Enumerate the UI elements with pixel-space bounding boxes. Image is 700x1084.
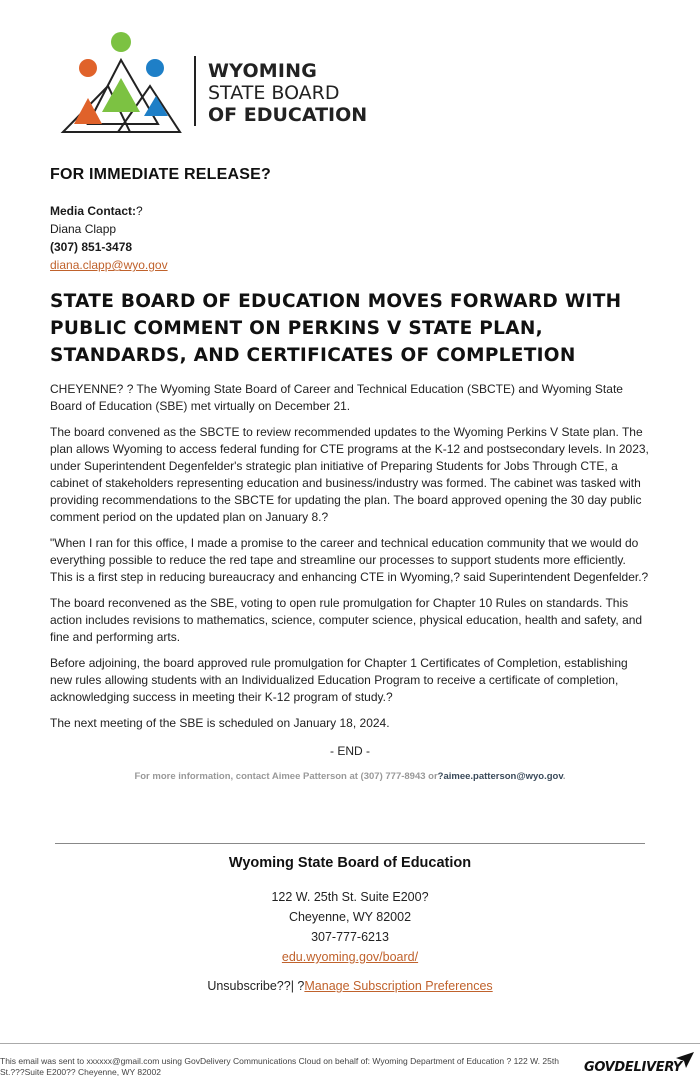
contact-label-suffix: ? — [136, 204, 143, 218]
wyoming-sbe-logo — [58, 28, 388, 138]
footer-address-line-1: 122 W. 25th St. Suite E200? — [271, 890, 429, 904]
paragraph-2: The board convened as the SBCTE to review recommended updates to the Wyoming Perkins V State plan. The plan allows Wyoming to access federal funding for CTE programs at the K-12 and postsecondary levels. In 2023, under Superintendent Degenfelder's strategic plan initiative of Preparing Students for Jobs Through CTE, a cabinet of stakeholders representing education and business/industry was formed. The cabinet was tasked with providing recommendations to the SBCTE for updating the plan. The board approved opening the 30 day public comment period on the updated plan on January 8.? — [50, 425, 649, 524]
contact-label: Media Contact: — [50, 204, 137, 218]
footer-address — [0, 887, 700, 967]
contact-email-line — [50, 256, 650, 274]
contact-email-link[interactable]: diana.clapp@wyo.gov — [50, 258, 168, 272]
send-arrow-icon — [676, 1052, 694, 1068]
paragraph-3: "When I ran for this office, I made a promise to the career and technical education community that we would do everything possible to reduce the red tape and streamline our processes to support students more efficiently. This is a first step in reducing bureaucracy and enhancing CTE in Wyoming,? said Superintendent Degenfelder.? — [50, 536, 649, 584]
delivery-disclaimer: This email was sent to xxxxxx@gmail.com using GovDelivery Communications Cloud on behalf of: Wyoming Department of Education ? 122 W. 25th St.???Suite E200?? Cheyenne, WY 82002 — [0, 1056, 559, 1077]
contact-label-line — [50, 202, 650, 220]
footer-org-name: Wyoming State Board of Education — [228, 855, 472, 871]
press-release-body — [50, 166, 650, 782]
release-label: FOR IMMEDIATE RELEASE? — [50, 166, 271, 183]
media-contact — [50, 202, 650, 274]
paragraph-5: Before adjoining, the board approved rule promulgation for Chapter 1 Certificates of Completion, establishing new rules allowing students with an Individualized Education Program to receive a certificate of completion, acknowledging success in meeting their K-12 program of study.? — [50, 656, 628, 704]
paragraph-6: The next meeting of the SBE is scheduled on January 18, 2024. — [50, 716, 390, 730]
footer-phone: 307-777-6213 — [311, 930, 389, 944]
contact-phone — [50, 238, 650, 256]
manage-preferences-link[interactable]: Manage Subscription Preferences — [304, 979, 493, 993]
headline: STATE BOARD OF EDUCATION MOVES FORWARD WITH PUBLIC COMMENT ON PERKINS V STATE PLAN, STANDARDS, AND CERTIFICATES OF COMPLETION — [50, 291, 622, 366]
logo-divider — [194, 56, 196, 126]
contact-phone-value: (307) 851-3478 — [50, 240, 133, 254]
paragraph-4: The board reconvened as the SBE, voting to open rule promulgation for Chapter 10 Rules on standards. This action includes revisions to mathematics, science, computer science, physical education, health and safety, and fine and performing arts. — [50, 596, 643, 644]
bottom-divider — [0, 1043, 700, 1044]
unsubscribe-link[interactable]: Unsubscribe??| ? — [207, 979, 305, 993]
footer — [0, 855, 700, 993]
logo-line-3: OF EDUCATION — [208, 104, 368, 126]
more-info-email[interactable]: ?aimee.patterson@wyo.gov — [437, 771, 563, 782]
paragraph-1: CHEYENNE? ? The Wyoming State Board of Career and Technical Education (SBCTE) and Wyoming State Board of Education (SBE) met virtually on December 21. — [50, 382, 623, 413]
logo-wordmark — [208, 60, 367, 126]
more-info-text: For more information, contact Aimee Patterson at (307) 777-8943 or — [134, 771, 438, 782]
govdelivery-logo[interactable] — [584, 1052, 694, 1080]
logo-dot-orange — [79, 59, 97, 77]
contact-name: Diana Clapp — [50, 222, 117, 236]
more-info — [50, 771, 650, 782]
subscription-links — [0, 979, 700, 993]
footer-divider — [55, 843, 645, 844]
logo-dot-blue — [146, 59, 164, 77]
logo-triangle-orange — [74, 98, 102, 124]
footer-website-link[interactable]: edu.wyoming.gov/board/ — [281, 950, 419, 964]
more-info-trail: . — [562, 771, 566, 782]
end-marker: - END - — [330, 744, 370, 758]
logo-line-1: WYOMING — [208, 60, 318, 82]
logo-line-2: STATE BOARD — [208, 82, 340, 104]
footer-website-line — [0, 947, 700, 967]
logo-dot-green — [111, 32, 131, 52]
logo-mark — [58, 28, 193, 138]
govdelivery-wordmark: GOVDELIVERY — [584, 1060, 682, 1075]
footer-address-line-2: Cheyenne, WY 82002 — [288, 910, 412, 924]
